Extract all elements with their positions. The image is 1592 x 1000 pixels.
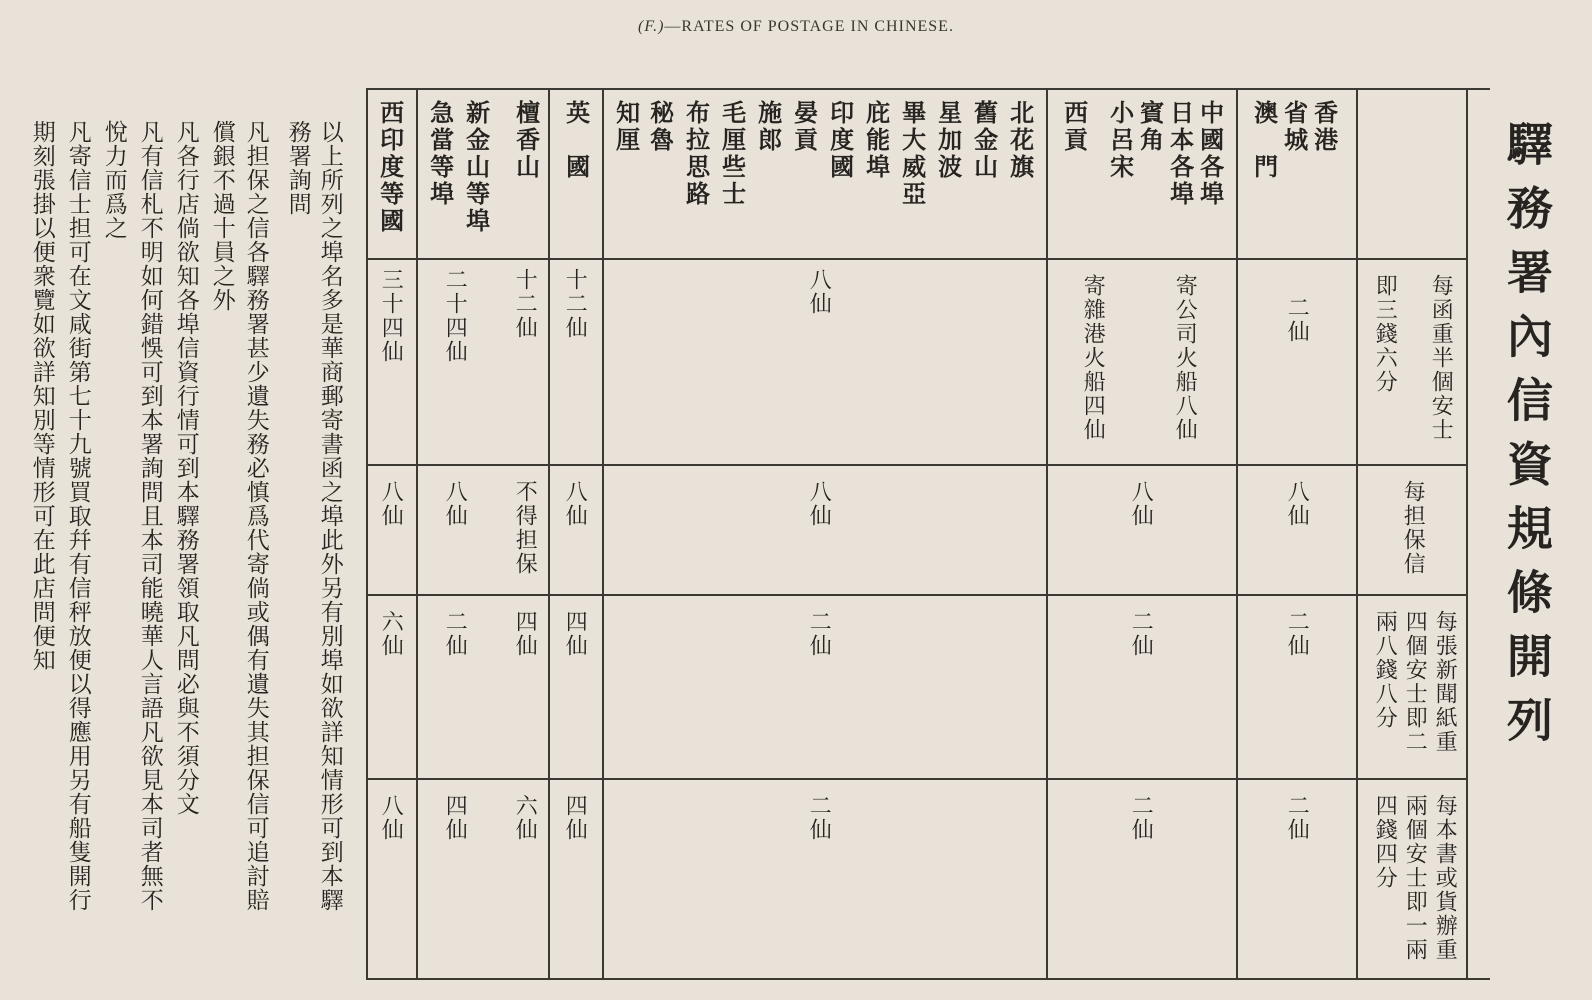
destination: 賓角 bbox=[1135, 100, 1165, 154]
postage-rates-table bbox=[366, 88, 1490, 980]
rate-cell: 四仙 bbox=[442, 794, 468, 842]
destination-west-indies: 西印度等國 bbox=[375, 100, 405, 235]
destination: 星加波 bbox=[933, 100, 963, 181]
column-divider bbox=[1046, 88, 1048, 980]
row-header-letter-line-2: 即三錢六分 bbox=[1372, 274, 1398, 394]
destination-manila: 小呂宋 bbox=[1105, 100, 1135, 181]
rate-cell: 八仙 bbox=[378, 794, 404, 842]
destination: 急當等埠 bbox=[425, 100, 455, 208]
rate-cell: 十二仙 bbox=[512, 268, 538, 340]
rate-cell: 四仙 bbox=[562, 794, 588, 842]
column-divider bbox=[548, 88, 550, 980]
destination-england: 英 國 bbox=[561, 100, 591, 181]
destination: 舊金山 bbox=[969, 100, 999, 181]
column-divider bbox=[602, 88, 604, 980]
rate-cell: 八仙 bbox=[1284, 480, 1310, 528]
note-line-9: 期刻張掛以便衆覽如欲詳知別等情形可在此店問便知 bbox=[28, 120, 55, 672]
row-header-book-line-1: 每本書或貨辦重 bbox=[1432, 794, 1458, 962]
destination-china-ports: 中國各埠 bbox=[1195, 100, 1225, 208]
rate-cell: 四仙 bbox=[512, 610, 538, 658]
rate-cell: 二仙 bbox=[1128, 610, 1154, 658]
row-header-newspaper-line-3: 兩八錢八分 bbox=[1372, 610, 1398, 730]
row-divider bbox=[366, 594, 1466, 596]
table-border-top bbox=[366, 88, 1490, 90]
rate-cell: 八仙 bbox=[442, 480, 468, 528]
rate-cell: 二仙 bbox=[1284, 296, 1310, 344]
rate-cell: 八仙 bbox=[378, 480, 404, 528]
row-header-newspaper-line-2: 四個安士即二 bbox=[1402, 610, 1428, 754]
destination: 庇能埠 bbox=[861, 100, 891, 181]
rate-cell-coastal-steamer: 寄雜港火船四仙 bbox=[1080, 274, 1106, 442]
row-header-book-line-3: 四錢四分 bbox=[1372, 794, 1398, 890]
note-line-8: 凡寄信士担可在文咸街第七十九號買取幷有信秤放便以得應用另有船隻開行 bbox=[64, 120, 91, 912]
rate-cell: 六仙 bbox=[512, 794, 538, 842]
rate-cell: 八仙 bbox=[806, 268, 832, 316]
destination-australia: 新金山等埠 bbox=[461, 100, 491, 235]
rate-cell: 二仙 bbox=[1128, 794, 1154, 842]
destination: 知厘 bbox=[611, 100, 641, 154]
destination-hongkong: 香港 bbox=[1309, 100, 1339, 154]
row-divider bbox=[366, 464, 1466, 466]
heading-prefix: (F.) bbox=[638, 18, 665, 35]
column-divider bbox=[416, 88, 418, 980]
rate-cell: 二仙 bbox=[1284, 610, 1310, 658]
destination: 毛厘些士 bbox=[717, 100, 747, 208]
rate-cell: 六仙 bbox=[378, 610, 404, 658]
rate-cell: 不得担保 bbox=[512, 480, 538, 576]
note-line-2: 務署詢問 bbox=[284, 120, 311, 216]
destination-canton: 省城 bbox=[1279, 100, 1309, 154]
note-line-1: 以上所列之埠名多是華商郵寄書函之埠此外另有別埠如欲詳知情形可到本驛 bbox=[316, 120, 343, 912]
row-header-registered: 每担保信 bbox=[1400, 480, 1426, 576]
table-border-right bbox=[1466, 88, 1468, 980]
destination: 布拉思路 bbox=[681, 100, 711, 208]
destination: 印度國 bbox=[825, 100, 855, 181]
column-divider bbox=[1356, 88, 1358, 980]
destination: 畢大威亞 bbox=[897, 100, 927, 208]
row-header-book-line-2: 兩個安士即一兩 bbox=[1402, 794, 1428, 962]
rate-cell: 四仙 bbox=[562, 610, 588, 658]
column-divider bbox=[1236, 88, 1238, 980]
note-line-6: 凡有信札不明如何錯悞可到本署詢問且本司能曉華人言語凡欲見本司者無不 bbox=[136, 120, 163, 912]
note-line-5: 凡各行店倘欲知各埠信資行情可到本驛務署領取凡問必與不須分文 bbox=[172, 120, 199, 816]
rate-cell: 二仙 bbox=[806, 610, 832, 658]
row-header-newspaper-line-1: 每張新聞紙重 bbox=[1432, 610, 1458, 754]
document-title: 驛務署內信資規條開列 bbox=[1499, 120, 1554, 760]
rate-cell: 二十四仙 bbox=[442, 268, 468, 364]
rate-cell-company-steamer: 寄公司火船八仙 bbox=[1172, 274, 1198, 442]
rate-cell: 二仙 bbox=[442, 610, 468, 658]
note-line-4: 償銀不過十員之外 bbox=[208, 120, 235, 312]
row-header-letter-line-1: 每函重半個安士 bbox=[1428, 274, 1454, 442]
table-border-bottom bbox=[366, 978, 1490, 980]
rate-cell: 八仙 bbox=[562, 480, 588, 528]
destination-macao: 澳 門 bbox=[1249, 100, 1279, 181]
rate-cell: 二仙 bbox=[806, 794, 832, 842]
rate-cell: 二仙 bbox=[1284, 794, 1310, 842]
heading-text: —RATES OF POSTAGE IN CHINESE. bbox=[664, 18, 954, 35]
rate-cell: 十二仙 bbox=[562, 268, 588, 340]
destination: 施郎 bbox=[753, 100, 783, 154]
row-divider bbox=[366, 258, 1466, 260]
rate-cell: 三十四仙 bbox=[378, 268, 404, 364]
table-border-left bbox=[366, 88, 368, 980]
page-heading bbox=[0, 18, 1592, 36]
destination: 晏貢 bbox=[789, 100, 819, 154]
row-divider bbox=[366, 778, 1466, 780]
destination-hawaii: 檀香山 bbox=[511, 100, 541, 181]
destination-saigon: 西貢 bbox=[1059, 100, 1089, 154]
note-line-3: 凡担保之信各驛務署甚少遺失務必慎爲代寄倘或偶有遺失其担保信可追討賠 bbox=[242, 120, 269, 912]
destination: 北花旗 bbox=[1005, 100, 1035, 181]
destination: 秘魯 bbox=[645, 100, 675, 154]
rate-cell: 八仙 bbox=[806, 480, 832, 528]
destination-japan-ports: 日本各埠 bbox=[1165, 100, 1195, 208]
note-line-7: 悅力而爲之 bbox=[100, 120, 127, 240]
rate-cell: 八仙 bbox=[1128, 480, 1154, 528]
